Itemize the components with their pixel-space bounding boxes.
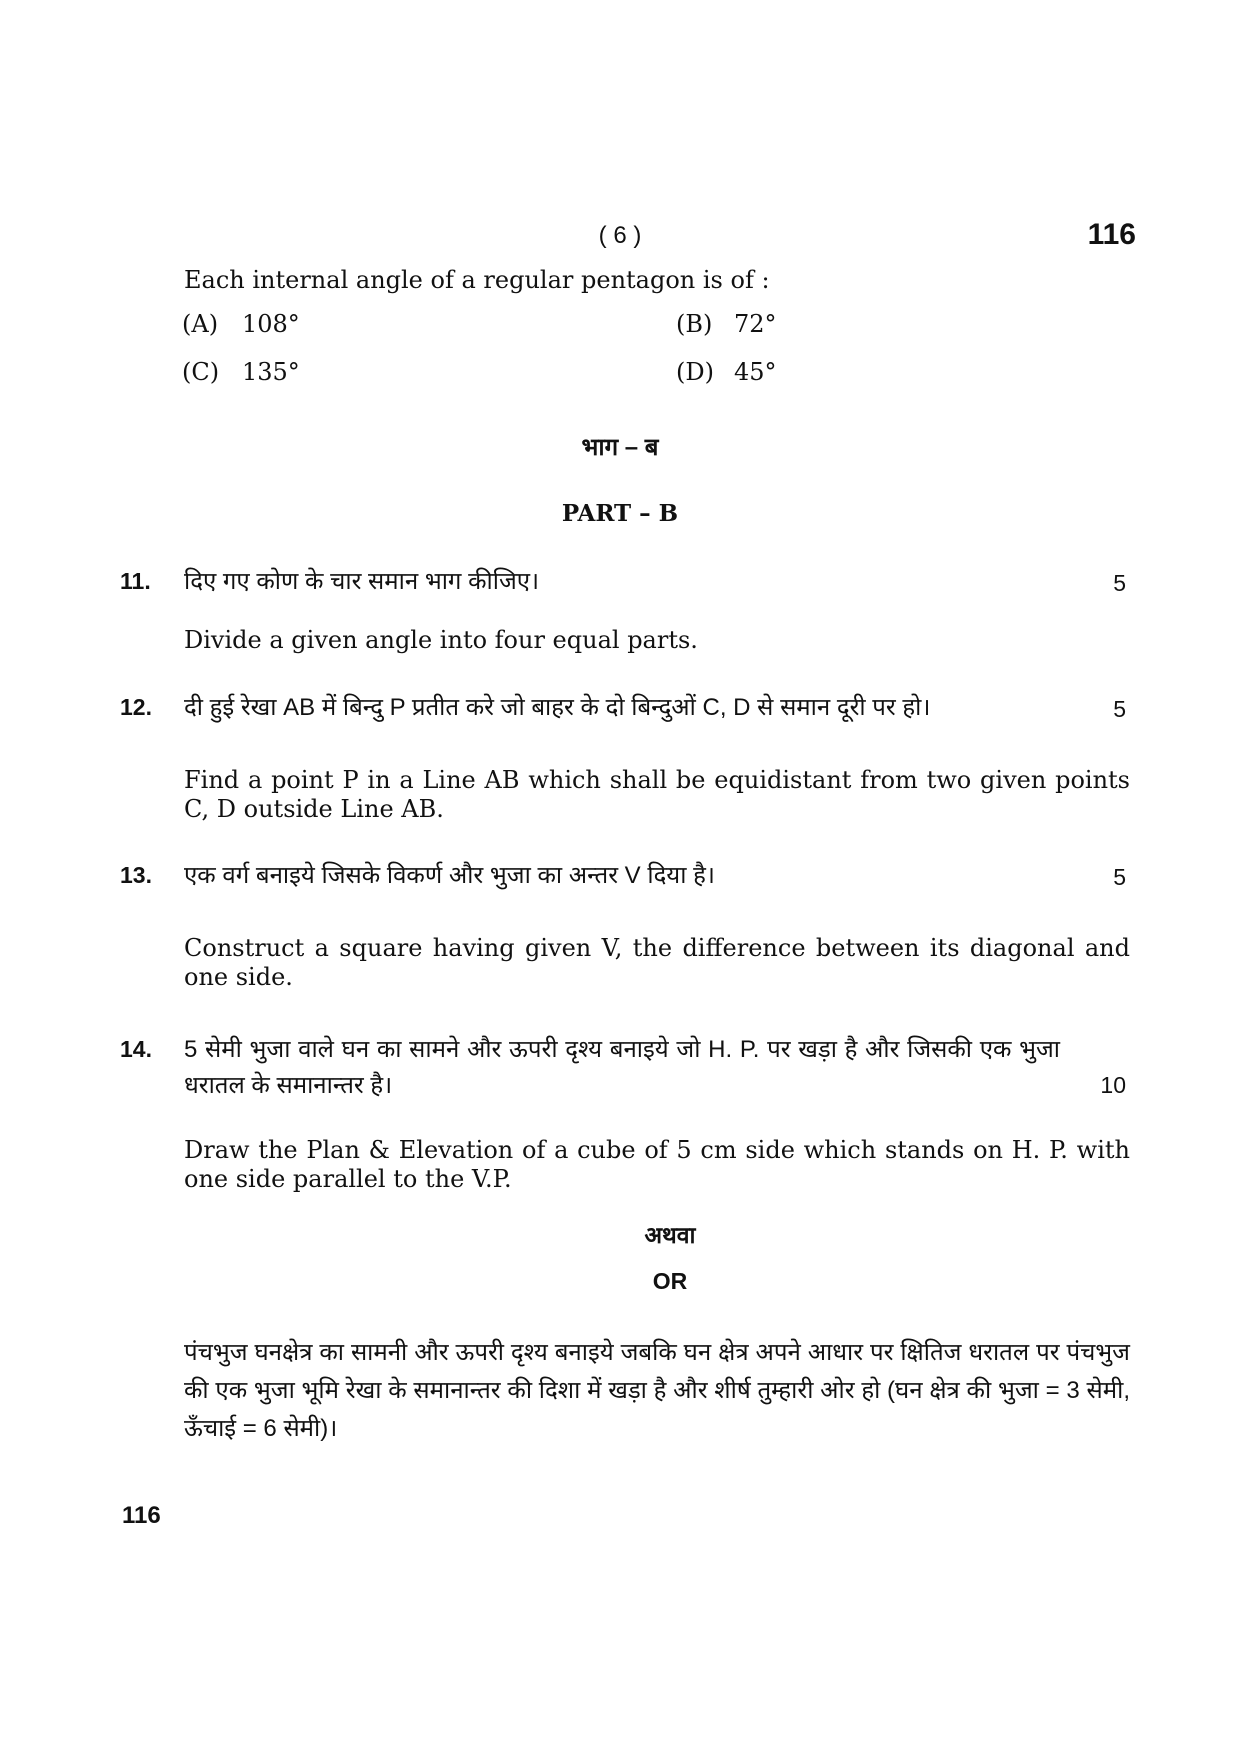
page-number: ( 6 ) bbox=[598, 222, 642, 249]
or-hindi-heading: अथवा bbox=[644, 1222, 696, 1248]
question-number: 13. bbox=[120, 862, 152, 888]
option-c-label: (C) bbox=[182, 358, 220, 386]
or-question-hindi: पंचभुज घनक्षेत्र का सामनी और ऊपरी दृश्य बनाइये जबकि घन क्षेत्र अपने आधार पर क्षितिज धरातल पर पंचभुज की एक भुजा भूमि रेखा के समानान्तर की दिशा में खड़ा है और शीर्ष तुम्हारी ओर हो (घन क्षेत्र की भुजा = 3 सेमी, ऊँचाई = 6 सेमी)। bbox=[184, 1339, 1130, 1442]
mcq-question: Each internal angle of a regular pentagon is of : bbox=[184, 266, 770, 294]
option-b-label: (B) bbox=[676, 310, 713, 338]
or-heading: OR bbox=[652, 1268, 688, 1294]
option-c-text: 135° bbox=[242, 358, 300, 386]
question-number: 14. bbox=[120, 1036, 152, 1062]
question-number: 12. bbox=[120, 694, 152, 720]
question-english: Find a point P in a Line AB which shall be equidistant from two given points C, D outside Line AB. bbox=[184, 766, 1130, 823]
question-marks: 5 bbox=[1113, 864, 1126, 890]
question-marks: 10 bbox=[1100, 1072, 1126, 1098]
question-marks: 5 bbox=[1113, 696, 1126, 722]
option-b-text: 72° bbox=[734, 310, 777, 338]
question-hindi: एक वर्ग बनाइये जिसके विकर्ण और भुजा का अन्तर V दिया है। bbox=[184, 862, 715, 889]
paper-code-top: 116 bbox=[1087, 218, 1136, 251]
option-a-text: 108° bbox=[242, 310, 300, 338]
question-english: Divide a given angle into four equal parts. bbox=[184, 626, 698, 654]
part-b-hindi-heading: भाग – ब bbox=[581, 434, 659, 461]
question-hindi: दिए गए कोण के चार समान भाग कीजिए। bbox=[184, 568, 540, 595]
question-english: Draw the Plan & Elevation of a cube of 5 cm side which stands on H. P. with one side parallel to the V.P. bbox=[184, 1136, 1130, 1193]
question-hindi: दी हुई रेखा AB में बिन्दु P प्रतीत करे जो बाहर के दो बिन्दुओं C, D से समान दूरी पर हो। bbox=[184, 694, 931, 721]
option-a-label: (A) bbox=[182, 310, 219, 338]
paper-code-bottom: 116 bbox=[122, 1502, 161, 1529]
option-d-text: 45° bbox=[734, 358, 777, 386]
question-number: 11. bbox=[120, 568, 151, 594]
question-marks: 5 bbox=[1113, 570, 1126, 596]
question-english: Construct a square having given V, the difference between its diagonal and one side. bbox=[184, 934, 1130, 991]
question-hindi: 5 सेमी भुजा वाले घन का सामने और ऊपरी दृश्य बनाइये जो H. P. पर खड़ा है और जिसकी एक भुजा धरातल के समानान्तर है। bbox=[184, 1036, 1060, 1099]
part-b-heading: PART – B bbox=[561, 500, 679, 527]
option-d-label: (D) bbox=[676, 358, 714, 386]
